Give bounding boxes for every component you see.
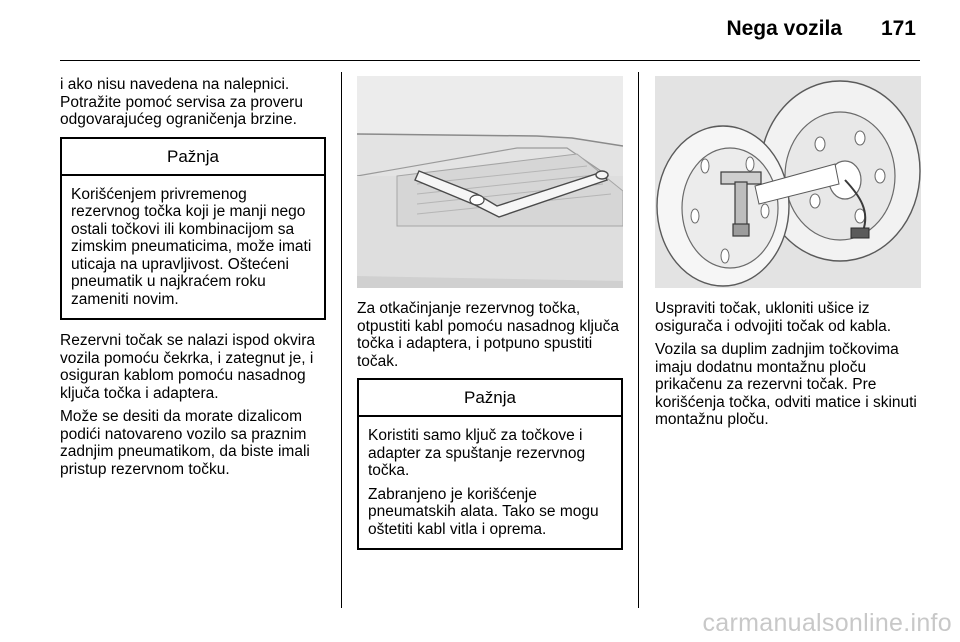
paragraph: Vozila sa duplim zadnjim točkovima imaju dodatnu montažnu ploču prikačenu za rezervni točak. Pre korišćenja točka, odviti matice i skinuti montažnu ploču. xyxy=(655,341,917,428)
page-number: 171 xyxy=(880,17,916,40)
warning-text: Zabranjeno je korišćenje pneumatskih alata. Tako se mogu oštetiti kabl vitla i oprema. xyxy=(368,485,599,538)
section-title: Nega vozila xyxy=(726,17,842,40)
paragraph: Uspraviti točak, ukloniti ušice iz osigurača i odvojiti točak od kabla. xyxy=(655,300,892,335)
intro-paragraph: i ako nisu navedena na nalepnici. Potražite pomoć servisa za proveru odgovarajućeg ograničenja brzine. xyxy=(60,76,303,128)
column-1 xyxy=(60,76,326,484)
paragraph: Za otkačinjanje rezervnog točka, otpustiti kabl pomoću nasadnog ključa točka i adaptera, i potpuno spustiti točak. xyxy=(357,300,619,370)
page-header xyxy=(0,0,960,60)
warning-title: Pažnja xyxy=(62,139,324,176)
warning-text: Koristiti samo ključ za točkove i adapter za spuštanje rezervnog točka. xyxy=(368,427,586,479)
warning-body xyxy=(359,417,621,548)
paragraph: Rezervni točak se nalazi ispod okvira vozila pomoću čekrka, i zategnut je, i osiguran kablom pomoću nasadnog ključa točka i adaptera. xyxy=(60,332,316,402)
warning-title: Pažnja xyxy=(359,380,621,417)
paragraph: Može se desiti da morate dizalicom podići natovareno vozilo sa praznim zadnjim pneumatikom, da biste imali pristup rezervnom točku. xyxy=(60,408,310,478)
header-rule xyxy=(60,60,920,61)
warning-box-2 xyxy=(357,378,623,550)
spare-wheel-illustration xyxy=(655,76,921,288)
column-3 xyxy=(655,76,921,435)
figure-spare-wheel-cable xyxy=(655,76,921,288)
column-divider xyxy=(341,72,342,608)
warning-text: Korišćenjem privremenog rezervnog točka koji je manji nego ostali točkovi ili kombinacijom sa zimskim pneumaticima, može imati uticaja na upravljivost. Oštećeni pneumatik u najkraćem roku zameniti novim. xyxy=(71,185,312,308)
watermark: carmanualsonline.info xyxy=(702,609,952,637)
wrench-illustration xyxy=(357,76,623,288)
column-divider xyxy=(638,72,639,608)
figure-wheel-wrench-under-frame xyxy=(357,76,623,288)
column-2 xyxy=(357,76,623,562)
warning-body xyxy=(62,176,324,319)
warning-box-1 xyxy=(60,137,326,321)
